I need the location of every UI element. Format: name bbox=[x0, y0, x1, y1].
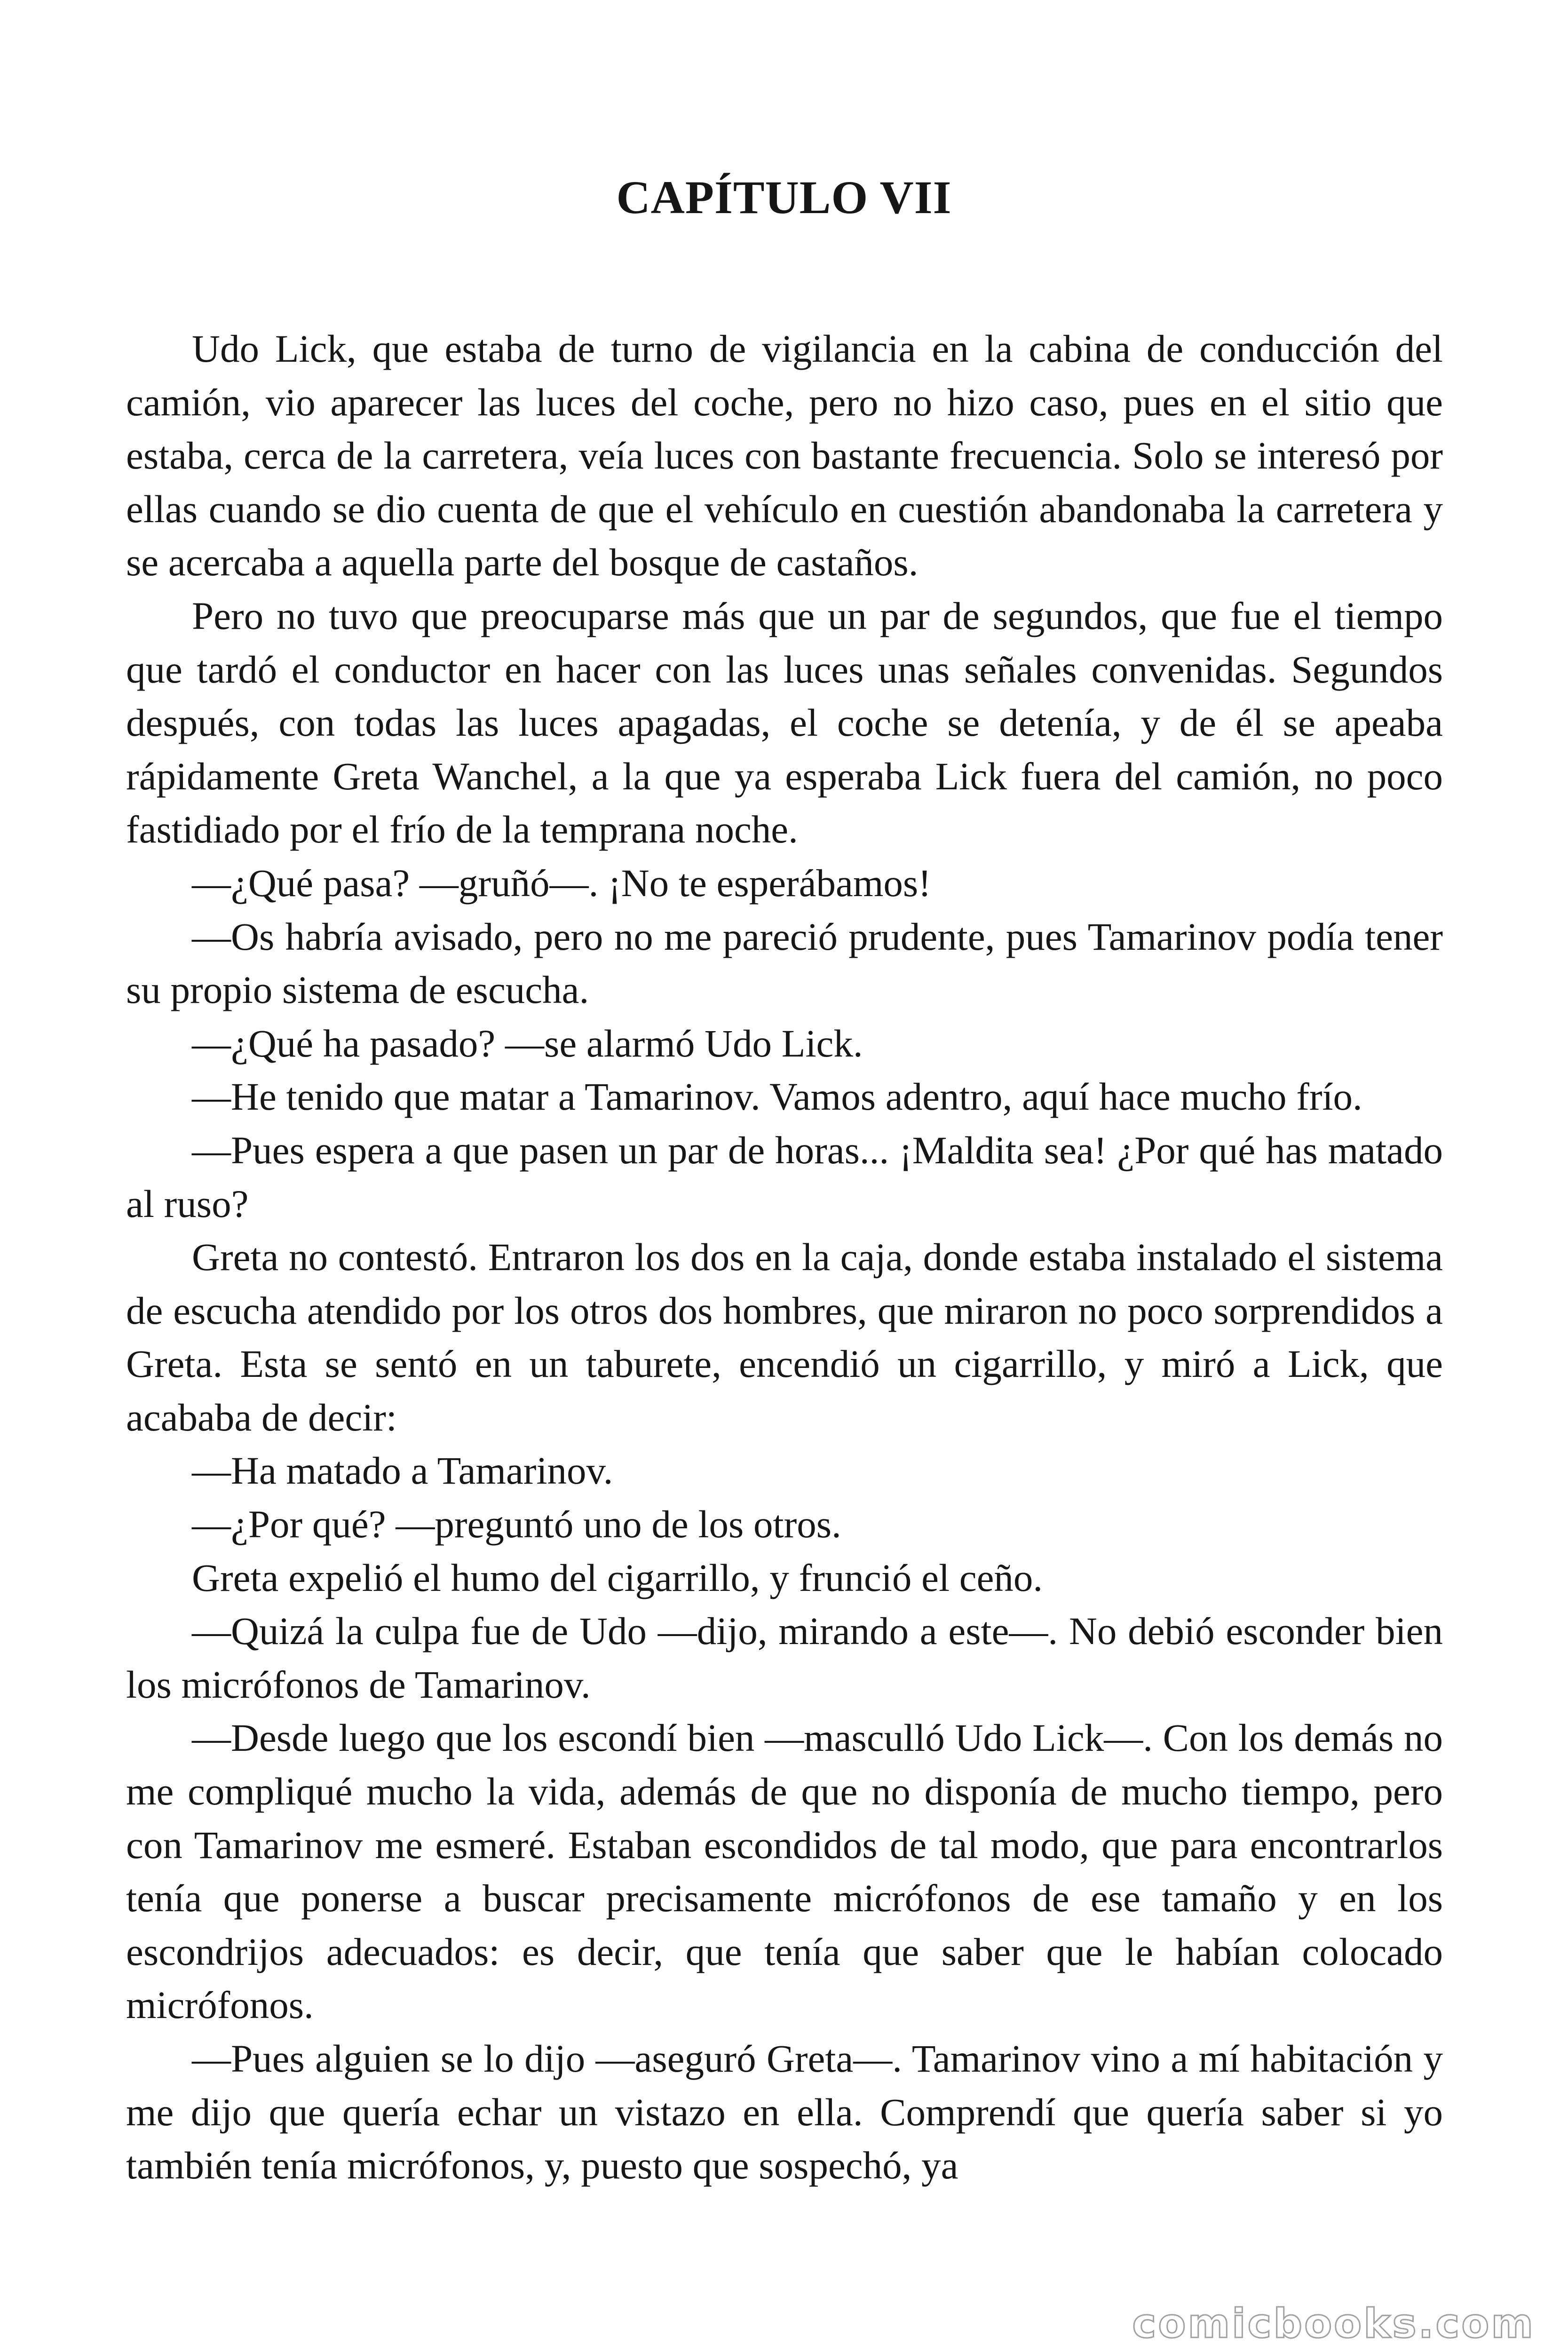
paragraph: Greta expelió el humo del cigarrillo, y frunció el ceño. bbox=[192, 1556, 1043, 1599]
dialogue-line: —He tenido que matar a Tamarinov. Vamos adentro, aquí hace mucho frío. bbox=[192, 1075, 1362, 1119]
dialogue-line: —Quizá la culpa fue de Udo —dijo, mirando a este—. No debió esconder bien los micrófonos de Tamarinov. bbox=[126, 1609, 1443, 1706]
dialogue-line: —¿Qué ha pasado? —se alarmó Udo Lick. bbox=[192, 1021, 863, 1065]
paragraph: Pero no tuvo que preocuparse más que un par de segundos, que fue el tiempo que tardó el conductor en hacer con las luces unas señales convenidas. Segundos después, con todas las luces apagadas, el coche se detenía, y de él se apeaba rápidamente Greta Wanchel, a la que ya esperaba Lick fuera del camión, no poco fastidiado por el frío de la temprana noche. bbox=[126, 594, 1443, 851]
dialogue-line: —Ha matado a Tamarinov. bbox=[192, 1449, 613, 1493]
dialogue-line: —Pues espera a que pasen un par de horas... ¡Maldita sea! ¿Por qué has matado al ruso? bbox=[126, 1128, 1443, 1225]
chapter-title: CAPÍTULO VII bbox=[616, 171, 952, 223]
dialogue-line: —¿Qué pasa? —gruñó—. ¡No te esperábamos! bbox=[192, 861, 931, 905]
dialogue-line: —¿Por qué? —preguntó uno de los otros. bbox=[192, 1502, 841, 1546]
dialogue-line: —Os habría avisado, pero no me pareció prudente, pues Tamarinov podía tener su propio sistema de escucha. bbox=[126, 914, 1443, 1012]
chapter-body bbox=[126, 322, 1443, 2193]
dialogue-line: —Pues alguien se lo dijo —aseguró Greta—. Tamarinov vino a mí habitación y me dijo que quería echar un vistazo en ella. Comprendí que quería saber si yo también tenía micrófonos, y, puesto que sospechó, ya bbox=[126, 2037, 1443, 2187]
dialogue-line: —Desde luego que los escondí bien —masculló Udo Lick—. Con los demás no me compliqué mucho la vida, además de que no disponía de mucho tiempo, pero con Tamarinov me esmeré. Estaban escondidos de tal modo, que para encontrarlos tenía que ponerse a buscar precisamente micrófonos de ese tamaño y en los escondrijos adecuados: es decir, que tenía que saber que le habían colocado micrófonos. bbox=[126, 1716, 1443, 2027]
paragraph: Greta no contestó. Entraron los dos en la caja, donde estaba instalado el sistema de escucha atendido por los otros dos hombres, que miraron no poco sorprendidos a Greta. Esta se sentó en un taburete, encendió un cigarrillo, y miró a Lick, que acababa de decir: bbox=[126, 1235, 1443, 1439]
watermark: comicbooks.com bbox=[1132, 2300, 1535, 2347]
paragraph: Udo Lick, que estaba de turno de vigilancia en la cabina de conducción del camión, vio aparecer las luces del coche, pero no hizo caso, pues en el sitio que estaba, cerca de la carretera, veía luces con bastante frecuencia. Solo se interesó por ellas cuando se dio cuenta de que el vehículo en cuestión abandonaba la carretera y se acercaba a aquella parte del bosque de castaños. bbox=[126, 327, 1443, 584]
